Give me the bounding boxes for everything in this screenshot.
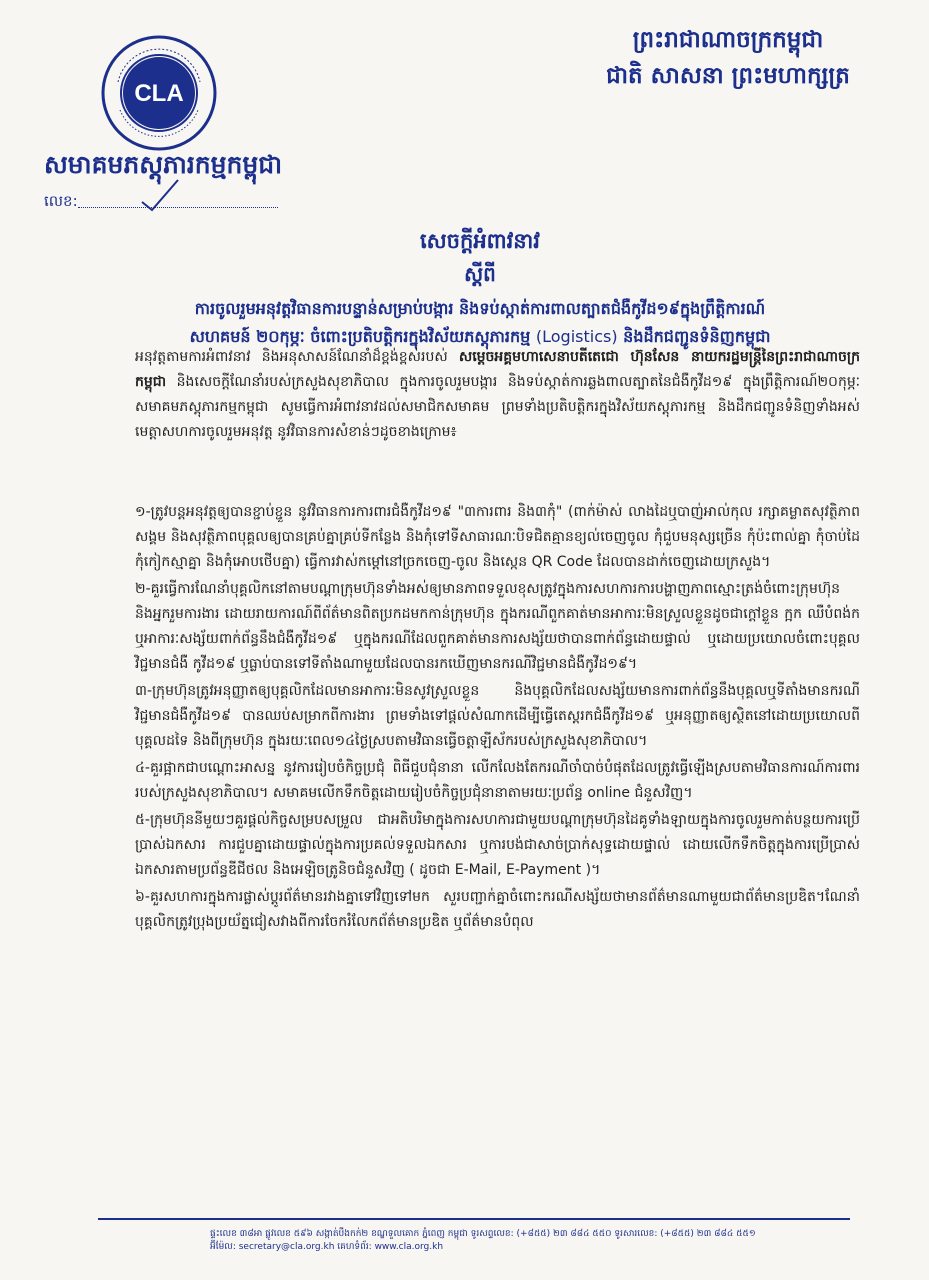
list-item: ១-ត្រូវបន្តអនុវត្តឲ្យបានខ្ជាប់ខ្ជួន នូវវិធានការការពារជំងឺកូវីដ១៩ "៣ការពារ និង៣កុំ" (ពាក់ម៉ាស់ លាងដៃឬបាញ់អាល់កុល រក្សាគម្លាតសុវត្ថិភាពសង្គម និងសុវត្ថិភាពបុគ្គលឲ្យបានគ្រប់គ្នាគ្រប់ទីកន្លែង និងកុំទៅទីសាធារណៈបិទជិតគ្មានខ្យល់ចេញចូល កុំជួបមនុស្សច្រើន កុំប៉ះពាល់គ្នា កុំចាប់ដៃ កុំកៀកស្មាគ្នា និងកុំអោបថើបគ្នា) ធ្វើការវាស់កម្តៅនៅច្រកចេញ-ចូល និងស្កេន QR Code ដែលបានដាក់ចេញដោយក្រសួង។ [135,504,860,570]
footer-divider [98,1218,850,1220]
list-item: ៥-ក្រុមហ៊ុននីមួយៗគួរផ្តល់កិច្ចសម្របសម្រួល ជាអតិបរិមាក្នុងការសហការជាមួយបណ្តាក្រុមហ៊ុនដៃគូទាំងឡាយក្នុងការចូលរួមកាត់បន្ថយការប្រើប្រាស់ឯកសារ ការជួបគ្នាដោយផ្ទាល់ក្នុងការប្រគល់ទទួលឯកសារ ឬការបង់ជាសាច់ប្រាក់សុទ្ធដោយផ្ទាល់ ដោយលើកទឹកចិត្តក្នុងការប្រើប្រាស់ឯកសារតាមប្រព័ន្ធឌីជីថល និងអេឡិចត្រូនិចជំនួសវិញ ( ដូចជា E-Mail, E-Payment )។ [135,812,860,878]
kingdom-motto [583,22,873,94]
list-item: ៦-គួរសហការក្នុងការផ្លាស់ប្តូរព័ត៌មានរវាងគ្នាទៅវិញទៅមក សួរបញ្ជាក់គ្នាចំពោះករណីសង្ស័យថាមានព័ត៌មានណាមួយជាព័ត៌មានប្រឌិត។ណែនាំបុគ្គលិកត្រូវប្រុងប្រយ័ត្នជៀសវាងពីការចែករំលែកព័ត៌មានប្រឌិត ឬព័ត៌មានបំពុល [135,889,860,930]
kingdom-line-1: ព្រះរាជាណាចក្រកម្ពុជា [632,27,824,53]
intro-bold: សម្តេចអគ្គមហាសេនាបតីតេជោ ហ៊ុនសែន នាយករដ្ឋមន្ត្រីនៃព្រះរាជាណាចក្រកម្ពុជា [135,349,860,390]
title-line-2-b: និងដឹកជញ្ជូនទំនិញកម្ពុជា [623,327,771,346]
intro-part-1: អនុវត្តតាមការអំពាវនាវ និងអនុសាសន៍ណែនាំដ៏ខ្ពង់ខ្ពស់របស់ [135,349,459,365]
reference-label: លេខ: [44,192,78,210]
title-logistics: (Logistics) [535,327,618,346]
title-line-2-a: សហគមន៍ ២០កុម្ភៈ ចំពោះប្រតិបត្តិករក្នុងវិស័យភស្តុភារកម្ម [189,327,531,346]
kingdom-line-2: ជាតិ សាសនា ព្រះមហាក្សត្រ [606,63,850,89]
title-line-1: ការចូលរួមអនុវត្តវិធានការបន្ទាន់សម្រាប់បង្ការ និងទប់ស្កាត់ការពាលត្បាតជំងឺកូវីដ១៩ក្នុងព្រឹត្តិការណ៍ [194,299,766,318]
organization-name: សមាគមភស្តុភារកម្មកម្ពុជា [44,150,283,179]
footer [210,1228,810,1254]
intro-part-2: និងសេចក្តីណែនាំរបស់ក្រសួងសុខាភិបាល ក្នុងការចូលរួមបង្ការ និងទប់ស្កាត់ការឆ្លងពាលត្បាតនៃជំងឺកូវីដ១៩ ក្នុងព្រឹត្តិការណ៍២០កុម្ភៈ សមាគមភស្តុភារកម្មកម្ពុជា សូមធ្វើការអំពាវនាវដល់សមាជិកសមាគម ព្រមទាំងប្រតិបត្តិករក្នុងវិស័យភស្តុភារកម្ម និងដឹកជញ្ជូនទំនិញទាំងអស់មេត្តាសហការចូលរួមអនុវត្ត នូវវិធានការសំខាន់ៗដូចខាងក្រោម៖ [135,374,860,440]
document-title [80,228,880,351]
measures-list [135,500,860,937]
title-main: សេចក្តីអំពាវនាវ [420,229,540,253]
cla-logo-seal [100,34,218,152]
footer-contact: អ៊ីម៉ែល: secretary@cla.org.kh គេហទំព័រ: www.cla.org.kh [210,1242,444,1252]
checkmark-icon [140,178,180,214]
title-sub: ស្តីពី [464,262,496,286]
list-item: ២-គួរធ្វើការណែនាំបុគ្គលិកនៅតាមបណ្តាក្រុមហ៊ុនទាំងអស់ឲ្យមានភាពទទួលខុសត្រូវក្នុងការសហការការបង្ហាញភាពស្មោះត្រង់ចំពោះក្រុមហ៊ុន និងអ្នករួមការងារ ដោយរាយការណ៍ពីព័ត៌មានពិតប្រកដមកកាន់ក្រុមហ៊ុន ក្នុងករណីពួកគាត់មានអាការៈមិនស្រួលខ្លួនដូចជាក្តៅខ្លួន ក្អក ឈឺបំពង់ក ឬអាការៈសង្ស័យពាក់ព័ន្ធនឹងជំងឺកូវីដ១៩ ឬក្នុងករណីដែលពួកគាត់មានការសង្ស័យថាបានពាក់ព័ន្ធដោយផ្ទាល់ ឬដោយប្រយោលចំពោះបុគ្គលវិជ្ជមានជំងឺ កូវីដ១៩ ឬធ្លាប់បានទៅទីតាំងណាមួយដែលបានរកឃើញមានករណីវិជ្ជមានជំងឺកូវីដ១៩។ [135,581,860,672]
list-item: ៣-ក្រុមហ៊ុនត្រូវអនុញ្ញាតឲ្យបុគ្គលិកដែលមានអាការៈមិនសូវស្រួលខ្លួន និងបុគ្គលិកដែលសង្ស័យមានការពាក់ព័ន្ធនឹងបុគ្គលឬទីតាំងមានករណីវិជ្ជមានជំងឺកូវីដ១៩ បានឈប់សម្រាកពីការងារ ព្រមទាំងទៅផ្តល់សំណាកដើម្បីធ្វើតេស្តរកជំងឺកូវីដ១៩ ឬអនុញ្ញាតឲ្យស្ថិតនៅដោយប្រយោលពីបុគ្គលដទៃ និងពីក្រុមហ៊ុន ក្នុងរយៈពេល១៤ថ្ងៃស្របតាមវិធានធ្វើចត្តាឡីស័ករបស់ក្រសួងសុខាភិបាល។ [135,683,860,749]
intro-paragraph [135,345,860,445]
list-item: ៤-គួរផ្អាកជាបណ្តោះអាសន្ន នូវការរៀបចំកិច្ចប្រជុំ ពិធីជួបជុំនានា លើកលែងតែករណីចាំបាច់បំផុតដែលត្រូវធ្វើឡើងស្របតាមវិធានការណ៍ការពាររបស់ក្រសួងសុខាភិបាល។ សមាគមលើកទឹកចិត្តដោយរៀបចំកិច្ចប្រជុំនានាតាមរយៈប្រព័ន្ធ online ជំនួសវិញ។ [135,760,860,801]
footer-address: ផ្ទះលេខ ៣៨អា ផ្លូវលេខ ៥៩៦ សង្កាត់បឹងកក់២ ខណ្ឌទួលគោក ភ្នំពេញ កម្ពុជា ទូរសព្ទលេខ: (+៨៥៥) ២៣ ៨៨៤ ៥៥០ ទូរសារលេខ: (+៨៥៥) ២៣ ៨៨៤ ៥៥១ [210,1229,756,1239]
svg-text:CLA: CLA [134,80,184,107]
